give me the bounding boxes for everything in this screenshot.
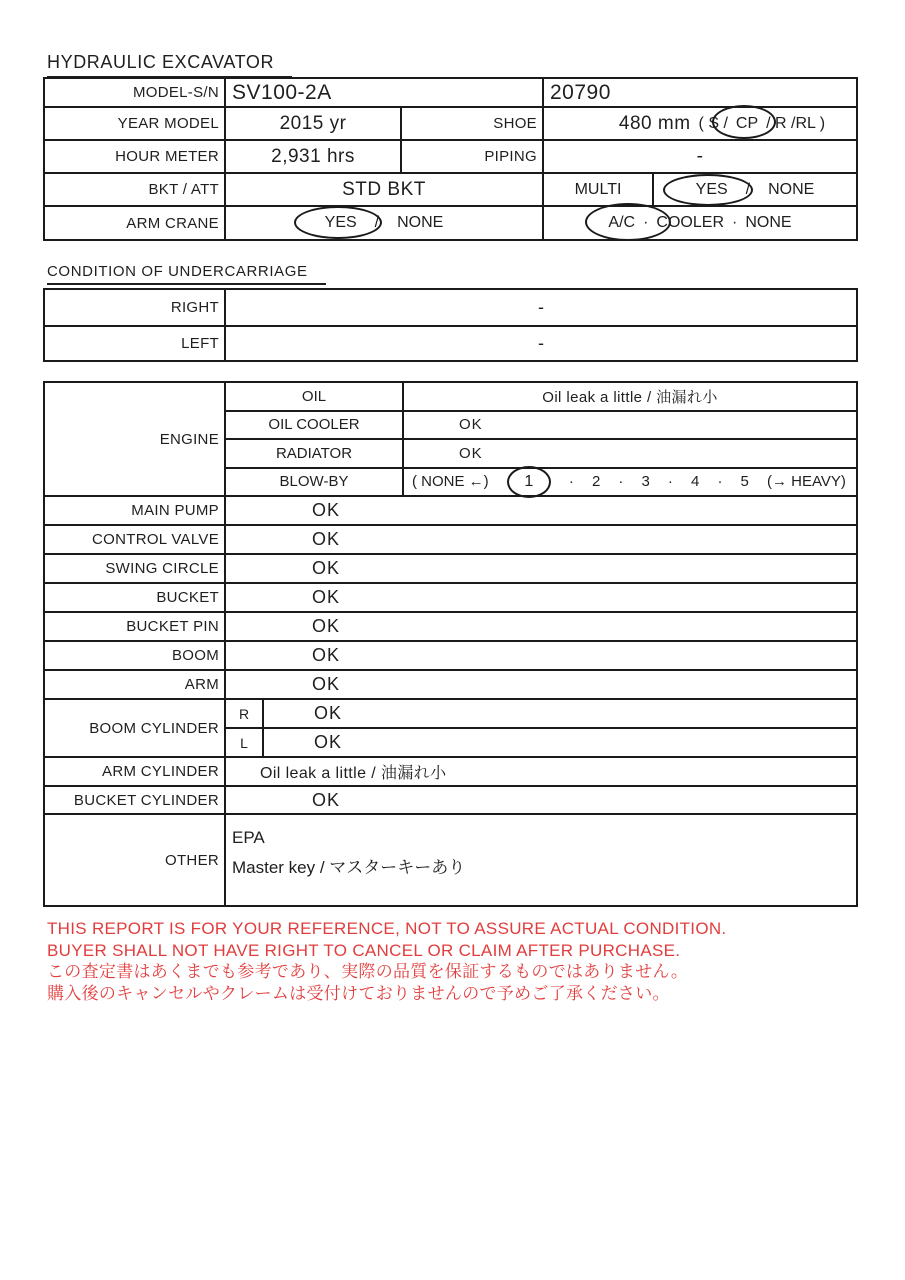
left-label: LEFT <box>181 335 219 352</box>
piping-label: PIPING <box>400 141 542 172</box>
serial-value: 20790 <box>542 79 856 106</box>
radiator-label: RADIATOR <box>275 444 353 462</box>
year-model-value: 2015 yr <box>224 108 400 139</box>
swing-circle-row <box>45 553 856 582</box>
undercarriage-heading: CONDITION OF UNDERCARRIAGE <box>47 263 326 285</box>
left-value: - <box>224 327 856 360</box>
undercarriage-left-row <box>45 325 856 360</box>
model-label: MODEL-S/N <box>132 84 219 101</box>
disclaimer-line-4: 購入後のキャンセルやクレームは受付けておりませんので予めご了承ください。 <box>47 983 670 1003</box>
engine-oil-cooler-row <box>226 410 856 439</box>
bucket-value: OK <box>224 584 856 611</box>
disclaimer-line-1: THIS REPORT IS FOR YOUR REFERENCE, NOT TO ASSURE ACTUAL CONDITION. <box>47 919 727 938</box>
boom-cylinder-r-label: R <box>238 705 250 722</box>
blow-by-heavy-end: (→ HEAVY) <box>766 473 846 491</box>
boom-cylinder-l-value: OK <box>262 729 856 756</box>
shoe-label: SHOE <box>400 108 542 139</box>
swing-circle-value: OK <box>224 555 856 582</box>
arm-crane-separator: / <box>374 214 380 231</box>
multi-none: NONE <box>768 180 815 198</box>
arm-crane-row <box>45 205 856 239</box>
boom-row <box>45 640 856 669</box>
blow-by-dot-2: · <box>618 473 624 491</box>
shoe-value <box>542 108 856 139</box>
shoe-option-pre: ( S / <box>698 114 728 132</box>
arm-cylinder-row <box>45 756 856 785</box>
radiator-value: OK <box>402 440 856 467</box>
cooler-option: COOLER <box>656 214 724 231</box>
blow-by-5: 5 <box>740 473 749 491</box>
blow-by-none-end: ( NONE ←) <box>412 473 489 491</box>
main-pump-label: MAIN PUMP <box>131 502 219 519</box>
boom-cylinder-r-value: OK <box>262 700 856 727</box>
engine-blow-by-row <box>226 467 856 496</box>
bucket-cylinder-label: BUCKET CYLINDER <box>73 791 219 809</box>
hour-meter-value: 2,931 hrs <box>224 141 400 172</box>
other-row <box>45 813 856 905</box>
piping-value: - <box>542 141 856 172</box>
bkt-att-label: BKT / ATT <box>148 181 219 198</box>
ac-dot-1: · <box>643 214 649 231</box>
spec-table <box>43 77 858 241</box>
undercarriage-table <box>43 288 858 362</box>
oil-label: OIL <box>301 387 327 405</box>
other-value <box>224 815 856 905</box>
ac-option: A/C <box>608 214 636 231</box>
engine-subrows <box>224 383 856 495</box>
ac-none-option: NONE <box>745 214 792 231</box>
arm-cylinder-label: ARM CYLINDER <box>102 763 219 780</box>
right-value: - <box>224 290 856 325</box>
blow-by-scale <box>402 469 856 496</box>
bucket-pin-label: BUCKET PIN <box>126 618 219 635</box>
blow-by-label: BLOW-BY <box>279 473 349 491</box>
bucket-label: BUCKET <box>156 589 219 606</box>
control-valve-row <box>45 524 856 553</box>
arm-crane-label: ARM CRANE <box>126 214 219 232</box>
ac-cooler-value <box>542 207 856 239</box>
engine-oil-row <box>226 383 856 410</box>
engine-label: ENGINE <box>159 430 219 448</box>
year-model-label: YEAR MODEL <box>117 115 219 132</box>
boom-cylinder-r-row <box>226 700 856 727</box>
main-pump-value: OK <box>224 497 856 524</box>
oil-value: Oil leak a little / 油漏れ小 <box>402 383 856 410</box>
boom-value: OK <box>224 642 856 669</box>
blow-by-3: 3 <box>641 473 650 491</box>
boom-cylinder-label: BOOM CYLINDER <box>89 719 219 737</box>
shoe-width-value: 480 mm <box>618 112 691 134</box>
arm-row <box>45 669 856 698</box>
blow-by-4: 4 <box>691 473 700 491</box>
bkt-att-row <box>45 172 856 205</box>
blow-by-2: 2 <box>591 473 601 491</box>
oil-cooler-value: OK <box>402 412 856 439</box>
inspection-table <box>43 381 858 907</box>
other-line-master-key: Master key / マスターキーあり <box>232 858 466 877</box>
oil-cooler-label: OIL COOLER <box>268 416 360 434</box>
blow-by-dot-3: · <box>667 473 673 491</box>
shoe-option-circled: CP <box>735 114 759 132</box>
arm-label: ARM <box>184 676 219 693</box>
right-label: RIGHT <box>170 299 219 316</box>
page-title: HYDRAULIC EXCAVATOR <box>47 52 292 78</box>
multi-label: MULTI <box>542 174 652 205</box>
shoe-option-post: / R /RL ) <box>766 114 826 132</box>
disclaimer-text <box>47 918 726 1004</box>
disclaimer-line-2: BUYER SHALL NOT HAVE RIGHT TO CANCEL OR CLAIM AFTER PURCHASE. <box>47 940 681 960</box>
blow-by-dot-4: · <box>717 473 723 491</box>
multi-separator: / <box>745 180 751 198</box>
control-valve-label: CONTROL VALVE <box>92 531 219 548</box>
model-row <box>45 79 856 106</box>
engine-block <box>45 383 856 495</box>
boom-label: BOOM <box>171 647 219 664</box>
other-label: OTHER <box>165 851 219 869</box>
undercarriage-right-row <box>45 290 856 325</box>
bucket-pin-value: OK <box>224 613 856 640</box>
engine-radiator-row <box>226 438 856 467</box>
arm-crane-value <box>224 207 542 239</box>
bucket-pin-row <box>45 611 856 640</box>
boom-cylinder-subrows <box>224 700 856 756</box>
ac-dot-2: · <box>732 214 738 231</box>
arm-crane-yes: YES <box>324 214 357 231</box>
arm-value: OK <box>224 671 856 698</box>
hour-meter-label: HOUR METER <box>115 148 219 165</box>
boom-cylinder-l-label: L <box>240 734 248 751</box>
multi-yes: YES <box>695 180 728 198</box>
model-value: SV100-2A <box>224 79 542 106</box>
bucket-row <box>45 582 856 611</box>
blow-by-dot-1: · <box>568 473 574 491</box>
year-shoe-row <box>45 106 856 139</box>
multi-value <box>652 174 856 205</box>
hour-piping-row <box>45 139 856 172</box>
main-pump-row <box>45 495 856 524</box>
swing-circle-label: SWING CIRCLE <box>105 560 219 577</box>
bucket-cylinder-row <box>45 785 856 813</box>
bucket-cylinder-value: OK <box>224 787 856 813</box>
disclaimer-line-3: この査定書はあくまでも参考であり、実際の品質を保証するものではありません。 <box>47 962 689 981</box>
bkt-att-value: STD BKT <box>224 174 542 205</box>
other-line-epa: EPA <box>232 828 265 847</box>
control-valve-value: OK <box>224 526 856 553</box>
boom-cylinder-block <box>45 698 856 756</box>
circle-annotation-blow-by-1: 1 <box>507 466 551 498</box>
boom-cylinder-l-row <box>226 727 856 756</box>
arm-cylinder-value: Oil leak a little / 油漏れ小 <box>224 758 856 785</box>
arm-crane-none: NONE <box>397 214 444 231</box>
